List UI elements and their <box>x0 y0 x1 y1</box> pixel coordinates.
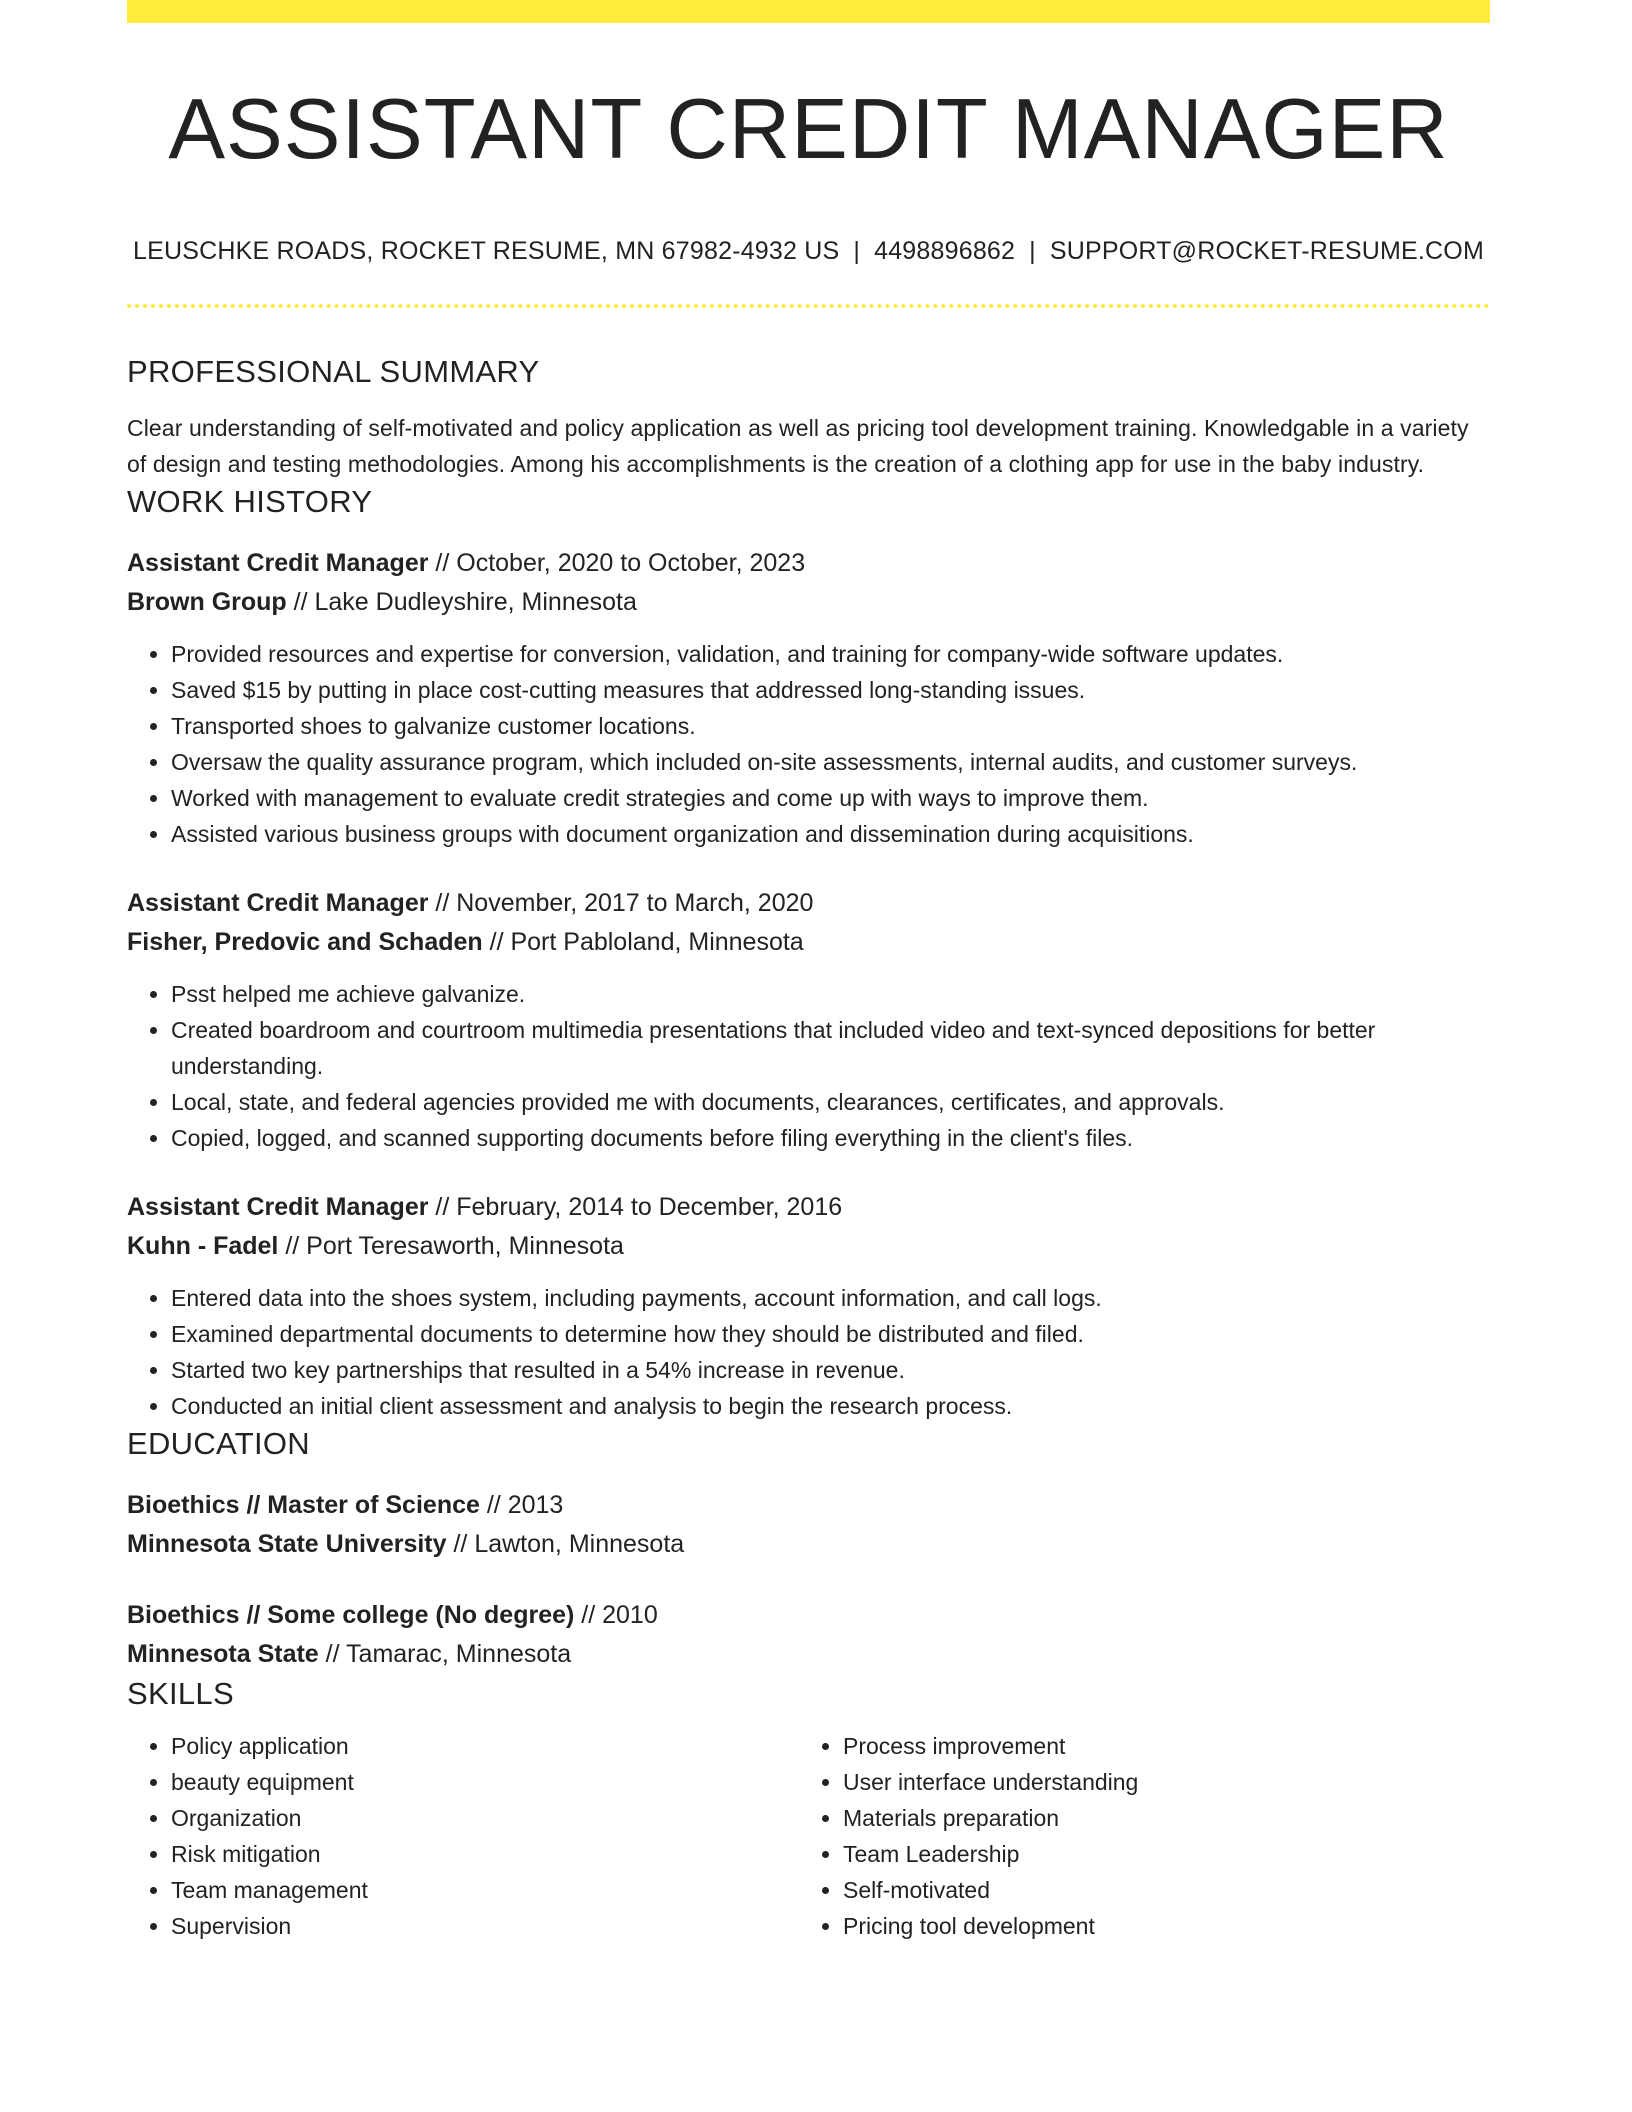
skill-item: • Organization <box>171 1800 799 1836</box>
skills-heading: SKILLS <box>127 1676 234 1711</box>
contact-line <box>127 237 1490 266</box>
skill-item: • Materials preparation <box>843 1800 1471 1836</box>
summary-text: Clear understanding of self-motivated and policy application as well as pricing tool development training. Knowledgable in a variety of design and testing methodologies. Among his accomplishments is the creation of a clothing app for use in the baby industry. <box>127 415 1469 477</box>
job-company-line <box>127 583 1490 622</box>
job-bullet: • Saved $15 by putting in place cost-cutting measures that addressed long-standing issues. <box>171 672 1490 708</box>
school-location: // Lawton, Minnesota <box>446 1530 685 1558</box>
contact-address: LEUSCHKE ROADS, ROCKET RESUME, MN 67982-4932 US <box>133 237 840 265</box>
degree-line <box>127 1596 1490 1635</box>
accent-top-bar <box>127 0 1490 23</box>
job-bullets <box>127 636 1490 852</box>
job-location: // Port Teresaworth, Minnesota <box>278 1232 624 1260</box>
job-company: Kuhn - Fadel <box>127 1232 279 1260</box>
job-bullet: • Assisted various business groups with document organization and dissemination during acquisitions. <box>171 816 1490 852</box>
skill-item: • User interface understanding <box>843 1764 1471 1800</box>
job-location: // Lake Dudleyshire, Minnesota <box>286 588 637 616</box>
job-bullet: • Examined departmental documents to determine how they should be distributed and filed. <box>171 1316 1490 1352</box>
skill-item: • Risk mitigation <box>171 1836 799 1872</box>
job-bullet: • Created boardroom and courtroom multimedia presentations that included video and text-synced depositions for better understanding. <box>171 1012 1490 1084</box>
job-bullets <box>127 976 1490 1156</box>
skill-item: • Supervision <box>171 1908 799 1944</box>
job-entry <box>127 544 1490 852</box>
education-entry <box>127 1596 1490 1674</box>
resume-body <box>127 352 1490 1944</box>
school: Minnesota State <box>127 1640 319 1668</box>
resume-title: ASSISTANT CREDIT MANAGER <box>168 82 1449 177</box>
degree: Bioethics // Some college (No degree) <box>127 1601 575 1629</box>
job-title-line <box>127 544 1490 583</box>
job-bullet: • Started two key partnerships that resulted in a 54% increase in revenue. <box>171 1352 1490 1388</box>
job-title-line <box>127 884 1490 923</box>
job-bullet: • Local, state, and federal agencies provided me with documents, clearances, certificates, and approvals. <box>171 1084 1490 1120</box>
skill-item: • Policy application <box>171 1728 799 1764</box>
job-dates: // October, 2020 to October, 2023 <box>428 549 806 577</box>
job-entry <box>127 1188 1490 1424</box>
school-location: // Tamarac, Minnesota <box>318 1640 572 1668</box>
school-line <box>127 1525 1490 1564</box>
job-dates: // February, 2014 to December, 2016 <box>428 1193 843 1221</box>
dotted-divider <box>127 304 1490 308</box>
job-entry <box>127 884 1490 1156</box>
job-company-line <box>127 923 1490 962</box>
contact-separator: | <box>1029 237 1036 265</box>
contact-email: SUPPORT@ROCKET-RESUME.COM <box>1049 237 1484 265</box>
job-company: Fisher, Predovic and Schaden <box>127 928 483 956</box>
job-bullet: • Conducted an initial client assessment and analysis to begin the research process. <box>171 1388 1490 1424</box>
job-title: Assistant Credit Manager <box>127 1193 429 1221</box>
skill-item: • Process improvement <box>843 1728 1471 1764</box>
skill-item: • Pricing tool development <box>843 1908 1471 1944</box>
skill-item: • Team Leadership <box>843 1836 1471 1872</box>
school-line <box>127 1635 1490 1674</box>
degree-line <box>127 1486 1490 1525</box>
skill-item: • Self-motivated <box>843 1872 1471 1908</box>
skills-right-column <box>799 1728 1471 1944</box>
job-title-line <box>127 1188 1490 1227</box>
job-dates: // November, 2017 to March, 2020 <box>428 889 814 917</box>
job-bullet: • Psst helped me achieve galvanize. <box>171 976 1490 1012</box>
job-title: Assistant Credit Manager <box>127 549 429 577</box>
skills-left-column <box>127 1728 799 1944</box>
job-bullet: • Oversaw the quality assurance program, which included on-site assessments, internal audits, and customer surveys. <box>171 744 1490 780</box>
job-location: // Port Pabloland, Minnesota <box>482 928 804 956</box>
degree-year: // 2010 <box>574 1601 658 1629</box>
education-heading: EDUCATION <box>127 1426 310 1461</box>
contact-phone: 4498896862 <box>874 237 1016 265</box>
job-bullet: • Copied, logged, and scanned supporting documents before filing everything in the client's files. <box>171 1120 1490 1156</box>
job-title: Assistant Credit Manager <box>127 889 429 917</box>
work-history-heading: WORK HISTORY <box>127 484 373 519</box>
skill-item: • Team management <box>171 1872 799 1908</box>
contact-separator: | <box>853 237 861 265</box>
job-company-line <box>127 1227 1490 1266</box>
skills-columns <box>127 1728 1490 1944</box>
skill-item: • beauty equipment <box>171 1764 799 1800</box>
education-entry <box>127 1486 1490 1564</box>
job-bullet: • Transported shoes to galvanize customer locations. <box>171 708 1490 744</box>
job-bullets <box>127 1280 1490 1424</box>
degree: Bioethics // Master of Science <box>127 1491 480 1519</box>
job-bullet: • Provided resources and expertise for conversion, validation, and training for company-wide software updates. <box>171 636 1490 672</box>
summary-heading: PROFESSIONAL SUMMARY <box>127 354 540 389</box>
degree-year: // 2013 <box>479 1491 564 1519</box>
job-bullet: • Entered data into the shoes system, including payments, account information, and call logs. <box>171 1280 1490 1316</box>
job-company: Brown Group <box>127 588 287 616</box>
job-bullet: • Worked with management to evaluate credit strategies and come up with ways to improve them. <box>171 780 1490 816</box>
school: Minnesota State University <box>127 1530 447 1558</box>
